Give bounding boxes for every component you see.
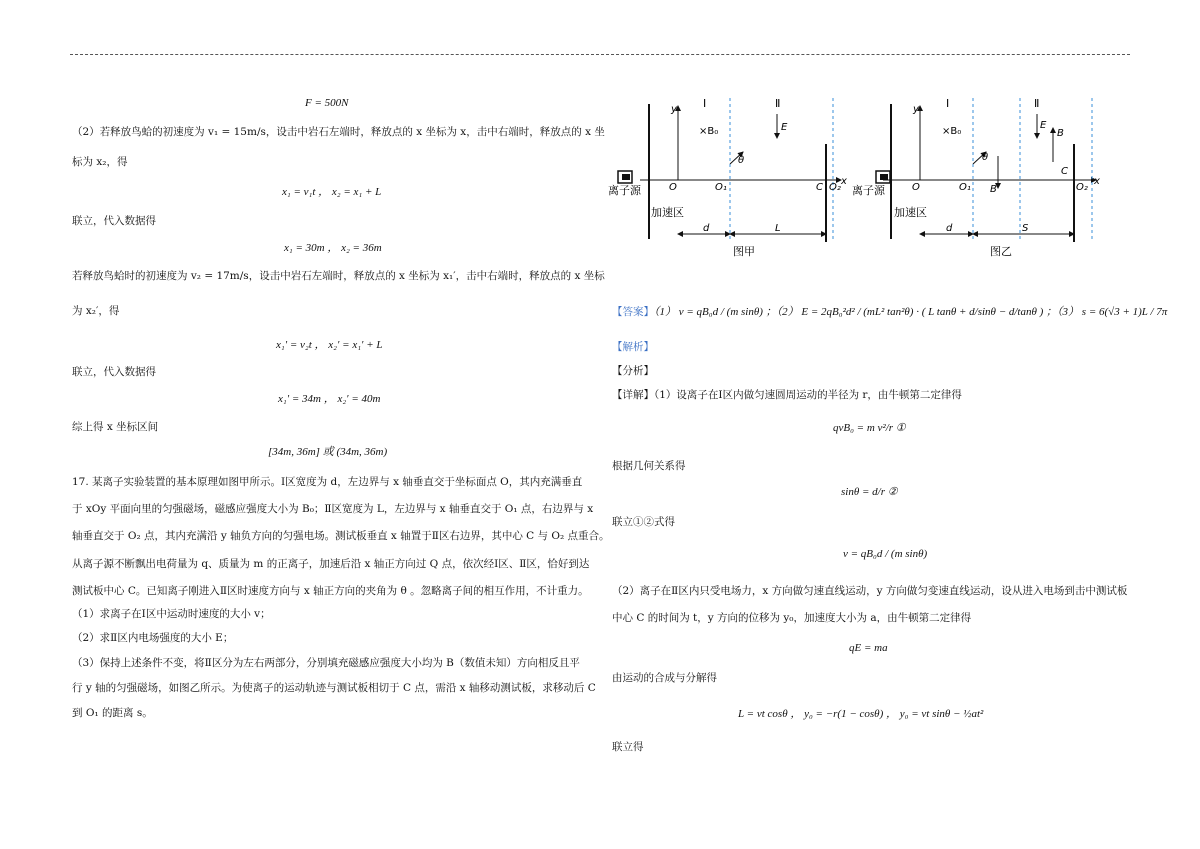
sub-question-3: 行 y 轴的匀强磁场，如图乙所示。为使离子的运动轨迹与测试板相切于 C 点，需沿 x 轴移动测试板，求移动后 C	[72, 682, 596, 694]
paragraph-text: 若释放鸟蛤时的初速度为 v₂ = 17m/s，设击中岩石左端时，释放点的 x 坐标为 x₁′，击中右端时，释放点的 x 坐标	[72, 270, 605, 282]
O-label: O	[912, 182, 920, 193]
E-label: E	[781, 122, 788, 133]
figure-caption: 图甲	[733, 245, 755, 258]
figure-caption: 图乙	[990, 245, 1012, 258]
paragraph-text: 联立，代入数据得	[72, 215, 156, 227]
equation: x₁′ = v₂t ， x₂′ = x₁′ + L	[276, 339, 383, 351]
detail-text: 【详解】（1）设离子在Ⅰ区内做匀速圆周运动的半径为 r，由牛顿第二定律得	[612, 389, 962, 401]
fenxi-tag: 【分析】	[612, 365, 654, 377]
d-label: d	[946, 223, 953, 234]
analysis-tag: 【解析】	[612, 341, 654, 353]
paragraph-text: （2）若释放鸟蛤的初速度为 v₁ = 15m/s，设击中岩石左端时，释放点的 x 坐标为 x，击中右端时，释放点的 x 坐	[72, 126, 605, 138]
region-2-label: Ⅱ	[1034, 97, 1040, 110]
O-label: O	[669, 182, 677, 193]
question-line: 从离子源不断飘出电荷量为 q、质量为 m 的正离子，加速后沿 x 轴正方向过 Q 点，依次经Ⅰ区、Ⅱ区，恰好到达	[72, 558, 590, 570]
figure-yi	[850, 92, 1105, 262]
accel-label: 加速区	[651, 206, 684, 219]
paragraph-text: 中心 C 的时间为 t，y 方向的位移为 y₀，加速度大小为 a，由牛顿第二定律得	[612, 612, 972, 624]
paragraph-text: 联立①②式得	[612, 516, 675, 528]
B0-label: ×B₀	[699, 126, 719, 137]
accel-label: 加速区	[894, 206, 927, 219]
paragraph-text: 联立，代入数据得	[72, 366, 156, 378]
x-label: x	[841, 176, 847, 187]
question-line: 于 xOy 平面向里的匀强磁场，磁感应强度大小为 B₀；Ⅱ区宽度为 L，左边界与 x 轴垂直交于 O₁ 点，右边界与 x	[72, 503, 594, 515]
equation-v: v = qB₀d / (m sinθ)	[843, 548, 928, 560]
y-label: y	[671, 104, 677, 115]
answer-formulas: （1） v = qB₀d / (m sinθ) ；（2） E = 2qB₀²d² / (mL² tan²θ) · ( L tanθ + d/sinθ − d/tanθ ) ；（3） s = 6(√3 + 1)L / 7π	[654, 306, 1168, 318]
sub-question-3: （3）保持上述条件不变，将Ⅱ区分为左右两部分，分别填充磁感应强度大小均为 B（数值未知）方向相反且平	[72, 657, 580, 669]
question-line: 测试板中心 C。已知离子刚进入Ⅱ区时速度方向与 x 轴正方向的夹角为 θ 。忽略离子间的相互作用，不计重力。	[72, 585, 589, 597]
region-1-label: Ⅰ	[703, 97, 707, 110]
sub-question-1: （1）求离子在Ⅰ区中运动时速度的大小 v；	[72, 608, 271, 620]
source-label: 离子源	[852, 184, 885, 197]
L-label: L	[775, 223, 781, 234]
paragraph-text: 标为 x₂，得	[72, 156, 128, 168]
C-label: C	[1061, 166, 1068, 177]
B-up-label: B	[1057, 128, 1064, 139]
O1-label: O₁	[715, 182, 727, 193]
equation-qE: qE = ma	[849, 642, 888, 654]
sub-question-2: （2）求Ⅱ区内电场强度的大小 E；	[72, 632, 234, 644]
region-2-label: Ⅱ	[775, 97, 781, 110]
d-label: d	[703, 223, 710, 234]
paragraph-text: 由运动的合成与分解得	[612, 672, 717, 684]
equation-2: sinθ = d/r ②	[841, 486, 898, 498]
O1-label: O₁	[959, 182, 971, 193]
equation-motion: L = vt cosθ ， y₀ = −r(1 − cosθ) ， y₀ = vt sinθ − ½at²	[738, 708, 984, 720]
O2-label: O₂	[829, 182, 841, 193]
equation: x₁ = 30m ， x₂ = 36m	[284, 242, 382, 254]
paragraph-text: 联立得	[612, 741, 644, 753]
source-label: 离子源	[608, 184, 641, 197]
equation-1: qvB₀ = m v²/r ①	[833, 422, 906, 434]
paragraph-text: （2）离子在Ⅱ区内只受电场力，x 方向做匀速直线运动，y 方向做匀变速直线运动，设从进入电场到击中测试板	[612, 585, 1128, 597]
C-label: C	[816, 182, 823, 193]
E-label: E	[1040, 120, 1047, 131]
question-line: 轴垂直交于 O₂ 点，其内充满沿 y 轴负方向的匀强电场。测试板垂直 x 轴置于Ⅱ区右边界，其中心 C 与 O₂ 点重合。	[72, 530, 610, 542]
question-line: 17. 某离子实验装置的基本原理如图甲所示。Ⅰ区宽度为 d，左边界与 x 轴垂直交于坐标面点 O，其内充满垂直	[72, 476, 583, 488]
S-label: S	[1022, 223, 1029, 234]
B0-label: ×B₀	[942, 126, 962, 137]
equation-force: F = 500N	[305, 97, 349, 109]
paragraph-text: 综上得 x 坐标区间	[72, 421, 159, 433]
figure-jia	[605, 92, 855, 262]
x-label: x	[1094, 176, 1100, 187]
region-1-label: Ⅰ	[946, 97, 950, 110]
paragraph-text: 根据几何关系得	[612, 460, 686, 472]
equation-interval: [34m, 36m] 或 (34m, 36m)	[268, 446, 388, 458]
header-rule	[70, 54, 1130, 55]
answer-line	[612, 306, 1167, 319]
theta-label: θ	[982, 152, 989, 163]
O2-label: O₂	[1076, 182, 1088, 193]
B-down-label: B	[990, 184, 997, 195]
paragraph-text: 为 x₂′，得	[72, 305, 120, 317]
equation: x₁′ = 34m ， x₂′ = 40m	[278, 393, 381, 405]
answer-tag: 【答案】	[612, 306, 654, 318]
sub-question-3: 到 O₁ 的距离 s。	[72, 707, 153, 719]
equation: x₁ = v₁t ， x₂ = x₁ + L	[282, 186, 382, 198]
y-label: y	[913, 104, 919, 115]
theta-label: θ	[738, 155, 745, 166]
